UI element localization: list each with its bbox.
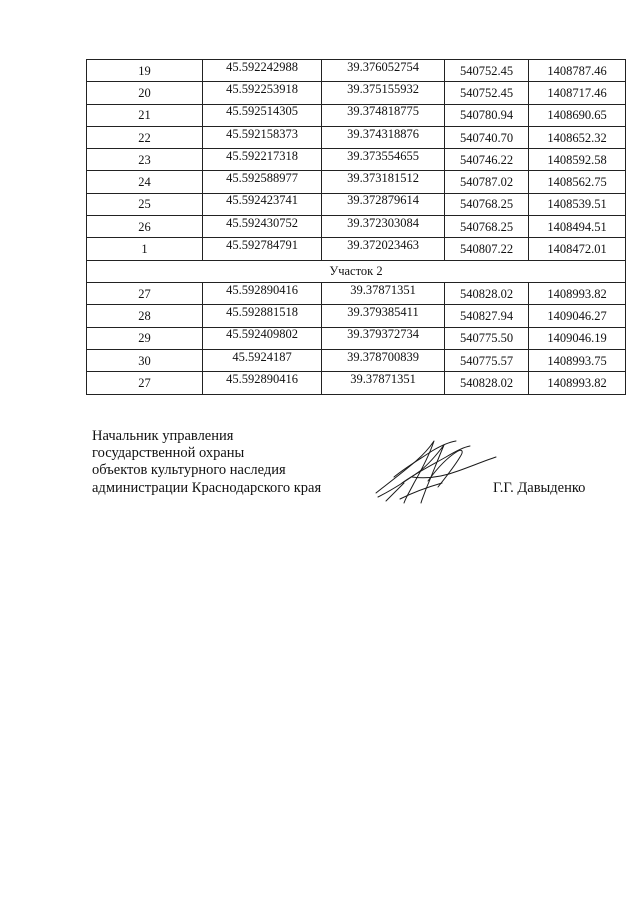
y-coordinate-cell: 1408690.65 — [529, 104, 626, 126]
official-title-line-1: Начальник управления — [92, 428, 234, 444]
y-coordinate-cell: 1409046.19 — [529, 327, 626, 349]
latitude-cell-value: 45.592158373 — [226, 126, 298, 141]
latitude-cell — [203, 149, 322, 171]
latitude-cell — [203, 104, 322, 126]
official-title-line-2: государственной охраны — [92, 445, 245, 462]
section-divider — [87, 260, 626, 283]
latitude-cell-value: 45.5924187 — [232, 349, 292, 364]
point-number-cell: 27 — [87, 372, 203, 394]
table-row — [87, 82, 626, 104]
point-number-cell: 24 — [87, 171, 203, 193]
x-coordinate-cell: 540775.50 — [445, 327, 529, 349]
longitude-cell — [322, 149, 445, 171]
longitude-cell — [322, 305, 445, 327]
point-number-cell: 29 — [87, 327, 203, 349]
longitude-cell — [322, 350, 445, 372]
x-coordinate-cell: 540827.94 — [445, 305, 529, 327]
latitude-cell — [203, 305, 322, 327]
latitude-cell — [203, 238, 322, 260]
longitude-cell-value: 39.373181512 — [347, 171, 419, 186]
x-coordinate-cell: 540807.22 — [445, 238, 529, 260]
y-coordinate-cell: 1408539.51 — [529, 193, 626, 215]
longitude-cell — [322, 216, 445, 238]
x-coordinate-cell: 540768.25 — [445, 193, 529, 215]
official-title-line-3: объектов культурного наследия — [92, 462, 286, 479]
y-coordinate-cell: 1408472.01 — [529, 238, 626, 260]
longitude-cell-value: 39.372879614 — [347, 193, 419, 208]
y-coordinate-cell: 1408562.75 — [529, 171, 626, 193]
latitude-cell-value: 45.592588977 — [226, 171, 298, 186]
longitude-cell — [322, 372, 445, 394]
longitude-cell-value: 39.37871351 — [350, 372, 416, 386]
table-row — [87, 305, 626, 327]
y-coordinate-cell: 1408993.75 — [529, 350, 626, 372]
point-number-cell: 22 — [87, 126, 203, 148]
table-row — [87, 327, 626, 349]
x-coordinate-cell: 540828.02 — [445, 372, 529, 394]
table-row — [87, 171, 626, 193]
longitude-cell — [322, 171, 445, 193]
y-coordinate-cell: 1409046.27 — [529, 305, 626, 327]
point-number-cell: 21 — [87, 104, 203, 126]
point-number-cell: 25 — [87, 193, 203, 215]
latitude-cell-value: 45.592242988 — [226, 59, 298, 74]
longitude-cell-value: 39.376052754 — [347, 59, 419, 74]
longitude-cell-value: 39.379372734 — [347, 327, 419, 342]
latitude-cell-value: 45.592253918 — [226, 81, 298, 96]
point-number-cell: 19 — [87, 60, 203, 82]
table-row — [87, 283, 626, 305]
latitude-cell — [203, 193, 322, 215]
point-number-cell: 30 — [87, 350, 203, 372]
y-coordinate-cell: 1408993.82 — [529, 372, 626, 394]
section-label: Участок 2 — [87, 260, 626, 283]
latitude-cell-value: 45.592423741 — [226, 193, 298, 208]
x-coordinate-cell: 540828.02 — [445, 283, 529, 305]
y-coordinate-cell: 1408717.46 — [529, 82, 626, 104]
latitude-cell-value: 45.592784791 — [226, 238, 298, 253]
table-row — [87, 149, 626, 171]
point-number-cell: 20 — [87, 82, 203, 104]
longitude-cell — [322, 104, 445, 126]
longitude-cell-value: 39.379385411 — [347, 305, 419, 320]
longitude-cell — [322, 126, 445, 148]
latitude-cell-value: 45.592409802 — [226, 327, 298, 342]
point-number-cell: 26 — [87, 216, 203, 238]
longitude-cell-value: 39.372023463 — [347, 238, 419, 253]
latitude-cell-value: 45.592890416 — [226, 372, 298, 386]
latitude-cell-value: 45.592890416 — [226, 282, 298, 297]
latitude-cell-value: 45.592514305 — [226, 104, 298, 119]
x-coordinate-cell: 540740.70 — [445, 126, 529, 148]
latitude-cell — [203, 82, 322, 104]
longitude-cell — [322, 60, 445, 82]
official-title-line-4: администрации Краснодарского края — [92, 479, 322, 496]
x-coordinate-cell: 540768.25 — [445, 216, 529, 238]
table-row — [87, 126, 626, 148]
longitude-cell-value: 39.374318876 — [347, 126, 419, 141]
x-coordinate-cell: 540752.45 — [445, 60, 529, 82]
latitude-cell — [203, 372, 322, 394]
y-coordinate-cell: 1408787.46 — [529, 60, 626, 82]
latitude-cell-value: 45.592217318 — [226, 148, 298, 163]
longitude-cell-value: 39.372303084 — [347, 215, 419, 230]
point-number-cell: 28 — [87, 305, 203, 327]
official-title-block — [92, 428, 321, 497]
longitude-cell — [322, 283, 445, 305]
coordinates-table-body-part-1 — [87, 60, 626, 261]
coordinates-table-body-part-2 — [87, 283, 626, 394]
point-number-cell: 27 — [87, 283, 203, 305]
longitude-cell-value: 39.373554655 — [347, 148, 419, 163]
x-coordinate-cell: 540775.57 — [445, 350, 529, 372]
point-number-cell: 1 — [87, 238, 203, 260]
handwritten-signature — [372, 437, 502, 509]
table-row — [87, 193, 626, 215]
y-coordinate-cell: 1408993.82 — [529, 283, 626, 305]
table-row — [87, 238, 626, 260]
table-row — [87, 372, 626, 394]
y-coordinate-cell: 1408494.51 — [529, 216, 626, 238]
longitude-cell-value: 39.375155932 — [347, 81, 419, 96]
table-row — [87, 350, 626, 372]
longitude-cell-value: 39.37871351 — [350, 282, 416, 297]
longitude-cell — [322, 193, 445, 215]
latitude-cell — [203, 350, 322, 372]
latitude-cell — [203, 126, 322, 148]
table-row — [87, 104, 626, 126]
longitude-cell — [322, 327, 445, 349]
table-row — [87, 60, 626, 82]
longitude-cell — [322, 82, 445, 104]
coordinates-table — [86, 59, 626, 395]
latitude-cell — [203, 327, 322, 349]
x-coordinate-cell: 540780.94 — [445, 104, 529, 126]
longitude-cell-value: 39.378700839 — [347, 349, 419, 364]
y-coordinate-cell: 1408652.32 — [529, 126, 626, 148]
x-coordinate-cell: 540746.22 — [445, 149, 529, 171]
table-row — [87, 216, 626, 238]
latitude-cell — [203, 283, 322, 305]
longitude-cell-value: 39.374818775 — [347, 104, 419, 119]
x-coordinate-cell: 540787.02 — [445, 171, 529, 193]
signatory-name: Г.Г. Давыденко — [493, 480, 586, 496]
x-coordinate-cell: 540752.45 — [445, 82, 529, 104]
latitude-cell — [203, 60, 322, 82]
y-coordinate-cell: 1408592.58 — [529, 149, 626, 171]
latitude-cell-value: 45.592430752 — [226, 215, 298, 230]
latitude-cell — [203, 171, 322, 193]
latitude-cell-value: 45.592881518 — [226, 305, 298, 320]
point-number-cell: 23 — [87, 149, 203, 171]
longitude-cell — [322, 238, 445, 260]
section-row — [87, 260, 626, 283]
latitude-cell — [203, 216, 322, 238]
